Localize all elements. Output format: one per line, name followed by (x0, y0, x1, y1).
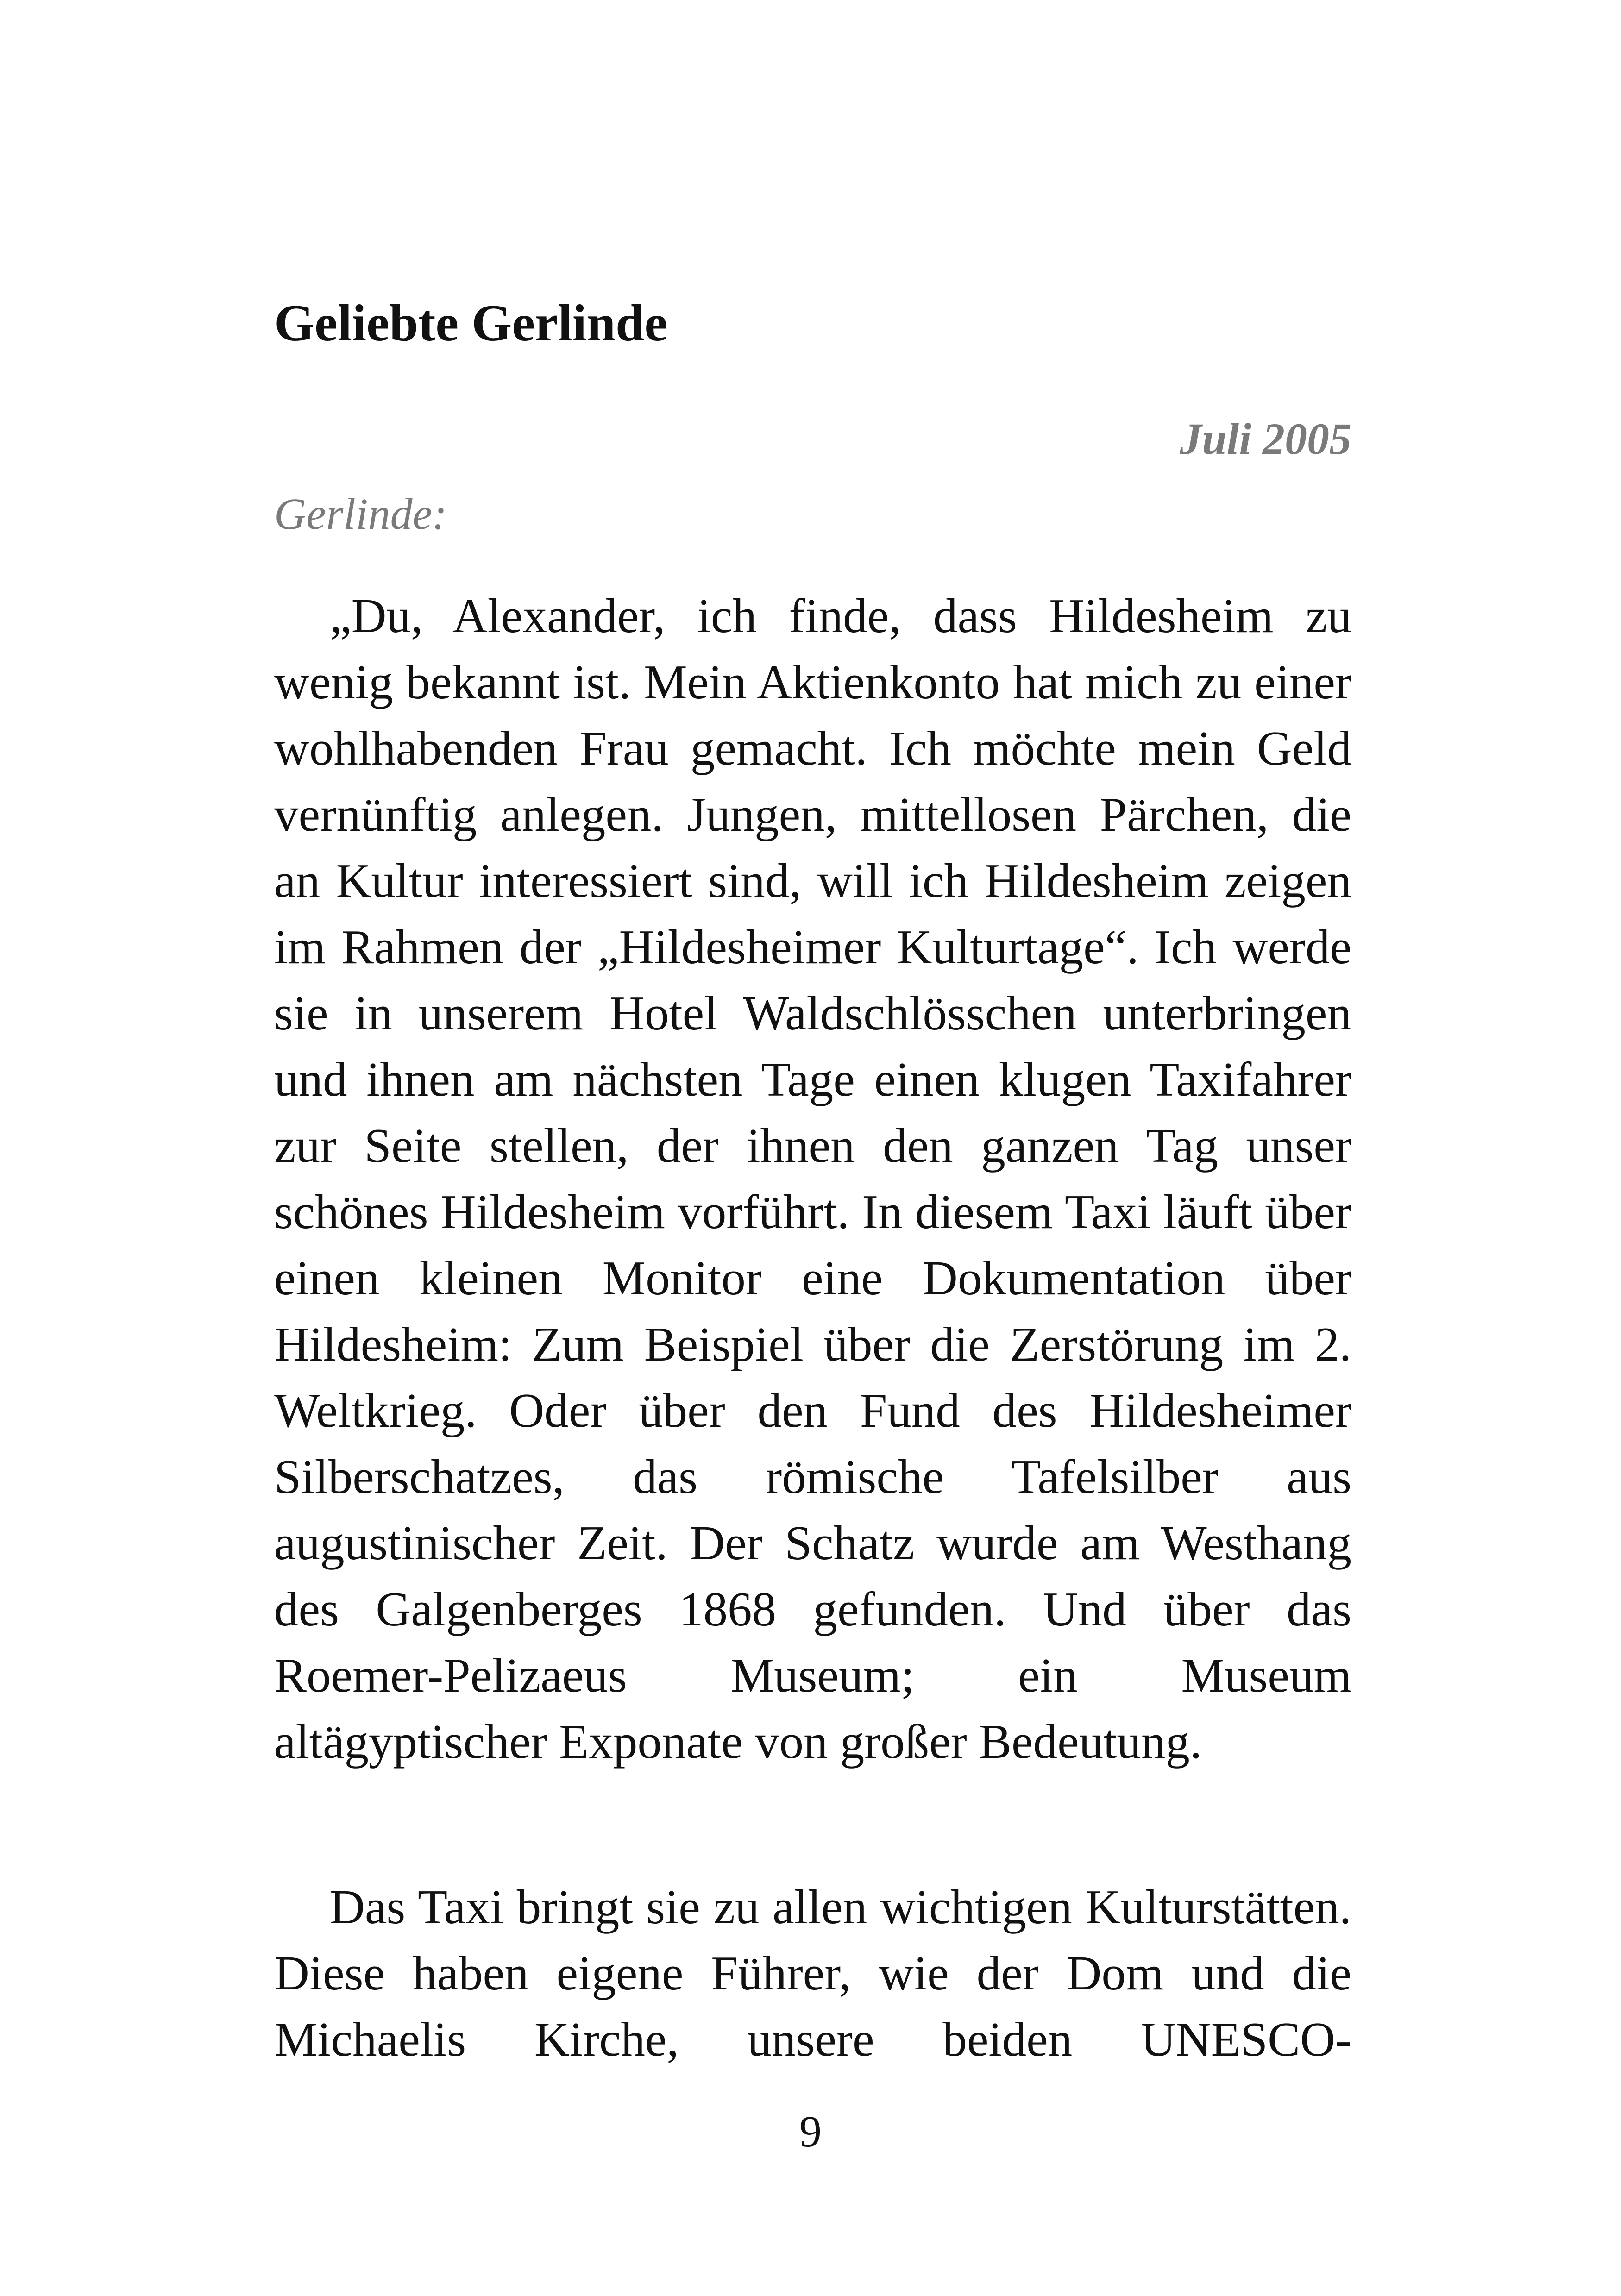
body-paragraph-2: Das Taxi bringt sie zu allen wichtigen Kulturstätten. Diese haben eigene Führer, wie der Dom und die Michaelis Kirche, unsere beiden UNESCO- (274, 1880, 1351, 2066)
page-number: 9 (799, 2107, 822, 2156)
chapter-date: Juli 2005 (1180, 414, 1351, 464)
speaker-label: Gerlinde: (274, 489, 447, 539)
chapter-title: Geliebte Gerlinde (274, 295, 668, 352)
body-paragraph-1: „Du, Alexander, ich finde, dass Hildesheim zu wenig bekannt ist. Mein Aktienkonto hat mich zu einer wohlhabenden Frau gemacht. Ich möchte mein Geld vernünftig anlegen. Jungen, mittellosen Pärchen, die an Kultur interessiert sind, will ich Hildesheim zeigen im Rahmen der „Hildesheimer Kulturtage“. Ich werde sie in unserem Hotel Waldschlösschen unterbringen und ihnen am nächsten Tage einen klugen Taxifahrer zur Seite stellen, der ihnen den ganzen Tag unser schönes Hildesheim vorführt. In diesem Taxi läuft über einen kleinen Monitor eine Dokumentation über Hildesheim: Zum Beispiel über die Zerstörung im 2. Weltkrieg. Oder über den Fund des Hildesheimer Silberschatzes, das römische Tafelsilber aus augustinischer Zeit. Der Schatz wurde am Westhang des Galgenberges 1868 gefunden. Und über das Roemer-Pelizaeus Museum; ein Museum altägyptischer Exponate von großer Bedeutung. (274, 589, 1351, 1769)
